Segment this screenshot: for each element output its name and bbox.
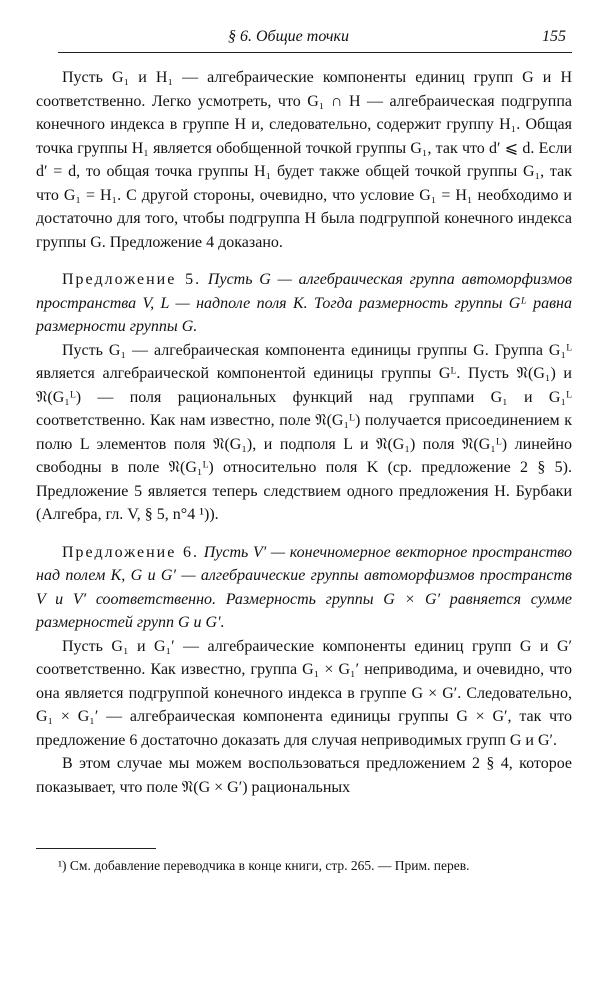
footnote-rule [36,848,156,849]
proposition-5-statement: Пусть G — алгебраическая группа автоморфизмов пространства V, L — надполе поля K. Тогда размерность группы Gᴸ равна размерности группы G. [36,271,573,335]
paragraph-irreducible-case: В этом случае мы можем воспользоваться предложением 2 § 4, которое показывает, что поле 𝔑(G × G′) рациональных [36,755,572,796]
proposition-5-label: Предложение 5. [62,271,202,288]
footnote-text: ¹) См. добавление переводчика в конце книги, стр. 265. — Прим. перев. [58,858,470,873]
paragraph-proof-end: Пусть G₁ и H₁ — алгебраические компоненты единиц групп G и H соответственно. Легко усмотреть, что G₁ ∩ H — алгебраическая подгруппа конечного индекса в группе H и, следовательно, содержит группу H₁. Общая точка группы H₁ является обобщенной точкой группы G₁, так что d′ ⩽ d. Если d′ = d, то общая точка группы H₁ будет также общей точкой группы G₁, так что G₁ = H₁. С другой стороны, очевидно, что условие G₁ = H₁ необходимо и достаточно для того, чтобы подгруппа H была подгруппой конечного индекса группы G. Предложение 4 доказано. [36,69,572,251]
proposition-6-statement: Пусть V′ — конечномерное векторное пространство над полем K, G и G′ — алгебраические группы автоморфизмов пространств V и V′ соответственно. Размерность группы G × G′ равняется сумме размерностей групп G и G′. [36,543,573,631]
header-rule [58,52,572,53]
proposition-6-label: Предложение 6. [62,543,200,561]
proposition-5 [36,268,572,339]
proposition-6 [36,541,572,635]
running-header [0,28,603,52]
paragraph-proof-6: Пусть G₁ и G₁′ — алгебраические компоненты единиц групп G и G′ соответственно. Как известно, группа G₁ × G₁′ неприводима, и очевидно, что она является подгруппой конечного индекса в группе G × G′. Следовательно, G₁ × G₁′ — алгебраическая компонента единицы группы G × G′, так что предложение 6 достаточно доказать для случая неприводимых групп G и G′. [36,637,572,749]
paragraph-proof-5: Пусть G₁ — алгебраическая компонента единицы группы G. Группа G₁ᴸ является алгебраической компонентой единицы группы Gᴸ. Пусть 𝔑(G₁) и 𝔑(G₁ᴸ) — поля рациональных функций над группами G₁ и G₁ᴸ соответственно. Как нам известно, поле 𝔑(G₁ᴸ) получается присоединением к полю L элементов поля 𝔑(G₁), и подполя L и 𝔑(G₁) поля 𝔑(G₁ᴸ) линейно свободны в поле 𝔑(G₁ᴸ) относительно поля K (ср. предложение 2 § 5). Предложение 5 является теперь следствием одного предложения Н. Бурбаки (Алгебра, гл. V, § 5, n°4 ¹)). [36,341,572,523]
main-text [36,66,572,799]
page-number: 155 [542,28,566,45]
footnote [36,856,572,876]
section-title: § 6. Общие точки [228,28,350,45]
